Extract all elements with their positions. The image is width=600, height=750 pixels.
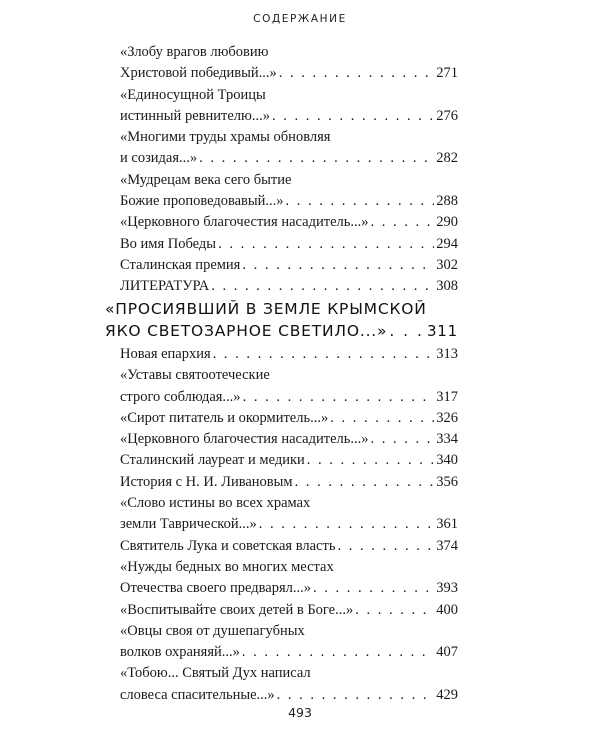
toc-entry: [120, 365, 458, 408]
toc-page-number: 407: [436, 644, 458, 661]
toc-entry-line: «Овцы своя от душепагубных: [120, 622, 305, 639]
toc-entry: [120, 408, 458, 429]
toc-entry-line: земли Таврической...»: [120, 516, 257, 533]
toc-entry-line: «Злобу врагов любовию: [120, 44, 269, 60]
toc-page-number: 361: [436, 516, 458, 533]
toc-entry: [120, 255, 458, 276]
toc-entry-line: Сталинская премия: [120, 256, 241, 273]
toc-entry-line: словеса спасительные...»: [120, 686, 275, 703]
toc-entry-line: Сталинский лауреат и медики: [120, 452, 305, 469]
toc-page-number: 294: [436, 235, 458, 252]
section-heading: [105, 298, 458, 342]
toc-page-number: 288: [436, 193, 458, 210]
toc-page-number: 356: [436, 473, 458, 490]
toc-entry: [120, 472, 458, 493]
toc-entry-line: волков охраняяй...»: [120, 644, 240, 661]
toc-page-number: 326: [436, 409, 458, 426]
toc-list-bottom: [105, 298, 458, 706]
toc-entry-line: «Уставы святоотеческие: [120, 367, 270, 384]
toc-entry-line: Во имя Победы: [120, 235, 217, 252]
toc-entry-line: «Тобою... Святый Дух написал: [120, 665, 311, 682]
toc-entry-line: «Нужды бедных во многих местах: [120, 558, 334, 575]
toc-entry-line: Христовой победивый...»: [120, 65, 277, 82]
toc-entry-line: истинный ревнителю...»: [120, 107, 270, 124]
toc-entry-line: ЛИТЕРАТУРА: [120, 278, 210, 295]
toc-page-number: 313: [436, 346, 458, 362]
toc-entry: [120, 170, 458, 213]
toc-page-number: 282: [436, 150, 458, 167]
toc-entry: [120, 127, 458, 170]
toc-entry: [120, 493, 458, 536]
toc-entry-line: «Единосущной Троицы: [120, 86, 266, 103]
toc-entry: [120, 344, 458, 365]
toc-page-number: 429: [436, 686, 458, 703]
toc-page-number: 308: [436, 278, 458, 295]
toc-page-number: 393: [436, 580, 458, 597]
toc-entry: [120, 85, 458, 128]
toc-entry: [120, 212, 458, 233]
toc-list-top: [120, 42, 458, 298]
toc-page-number: 271: [436, 65, 458, 82]
toc-page-number: 374: [436, 537, 458, 554]
toc-page-number: 290: [436, 214, 458, 231]
toc-entry-line: Новая епархия: [120, 346, 211, 362]
running-header: СОДЕРЖАНИЕ: [253, 13, 347, 25]
page-number-footer: 493: [288, 705, 312, 720]
toc-entry: [120, 536, 458, 557]
toc-entry-line: «Церковного благочестия насадитель...»: [120, 431, 369, 448]
toc-entry-line: Божие проповедовавый...»: [120, 193, 284, 210]
toc-entry: [120, 42, 458, 85]
toc-page-number: 400: [436, 601, 458, 618]
section-heading-line: «ПРОСИЯВШИЙ В ЗЕМЛЕ КРЫМСКОЙ: [105, 300, 427, 318]
toc-entry: [120, 621, 458, 664]
toc-entry-line: Отечества своего предварял...»: [120, 580, 311, 597]
toc-page-number: 340: [436, 452, 458, 469]
toc-entry-line: Святитель Лука и советская власть: [120, 537, 336, 554]
toc-entry-line: «Церковного благочестия насадитель...»: [120, 214, 369, 231]
toc-page-number: 302: [436, 256, 458, 273]
toc-entry-line: строго соблюдая...»: [120, 388, 241, 405]
toc-page-number: 276: [436, 107, 458, 124]
toc-entry: [120, 450, 458, 471]
toc-page-number: 317: [436, 388, 458, 405]
toc-entry-line: История с Н. И. Ливановым: [120, 473, 293, 490]
toc-entry-line: «Воспитывайте своих детей в Боге...»: [120, 601, 354, 618]
toc-entry: [120, 557, 458, 600]
toc-entry-line: «Сирот питатель и окормитель...»: [120, 409, 329, 426]
toc-entry-line: «Слово истины во всех храмах: [120, 495, 311, 512]
toc-entry: [120, 600, 458, 621]
toc-page-number: 311: [426, 322, 458, 340]
toc-entry: [120, 663, 458, 706]
toc-entry: [120, 234, 458, 255]
toc-page-number: 334: [436, 431, 458, 448]
toc-entry: [120, 276, 458, 297]
toc-entry: [120, 429, 458, 450]
toc-entry-line: и созидая...»: [120, 150, 198, 167]
toc-entry-line: «Мудрецам века сего бытие: [120, 171, 292, 188]
section-heading-line: ЯКО СВЕТОЗАРНОЕ СВЕТИЛО...»: [105, 322, 388, 340]
toc-entry-line: «Многими труды храмы обновляя: [120, 129, 331, 146]
